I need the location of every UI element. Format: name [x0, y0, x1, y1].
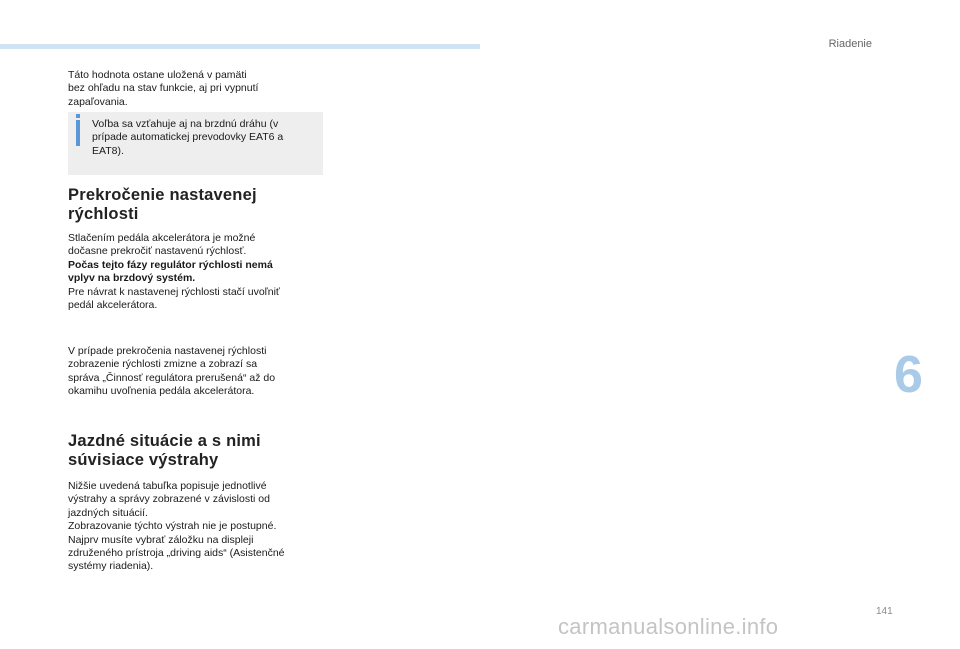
- section-heading-speed-exceed: Prekročenie nastavenej rýchlosti: [68, 186, 257, 223]
- speed-exceed-display-paragraph: V prípade prekročenia nastavenej rýchlosti zobrazenie rýchlosti zmizne a zobrazí sa správa „Činnosť regulátora prerušená“ až do okamihu uvoľnenia pedála akcelerátora.: [68, 345, 276, 398]
- info-note: [68, 112, 323, 175]
- section-heading-driving-situations: Jazdné situácie a s nimi súvisiace výstrahy: [68, 432, 261, 469]
- driving-situations-paragraph: Nižšie uvedená tabuľka popisuje jednotlivé výstrahy a správy zobrazené v závislosti od jazdných situácií. Zobrazovanie týchto výstrah nie je postupné. Najprv musíte vybrať záložku na displeji združeného prístroja „driving aids“ (Asistenčné systémy riadenia).: [68, 480, 285, 573]
- chapter-number: 6: [894, 346, 923, 404]
- header-accent-bar: [0, 44, 480, 49]
- section-name: Riadenie: [828, 38, 872, 50]
- intro-paragraph: Táto hodnota ostane uložená v pamäti bez ohľadu na stav funkcie, aj pri vypnutí zapaľovania.: [68, 69, 259, 108]
- info-note-text: Voľba sa vzťahuje aj na brzdnú dráhu (v prípade automatickej prevodovky EAT6 a EAT8).: [92, 118, 284, 157]
- watermark: carmanualsonline.info: [558, 614, 779, 639]
- info-icon: [76, 120, 80, 146]
- page-number: 141: [876, 606, 893, 617]
- speed-exceed-paragraph: Stlačením pedála akcelerátora je možné dočasne prekročiť nastavenú rýchlosť. Počas tejto fázy regulátor rýchlosti nemá vplyv na brzdový systém. Pre návrat k nastavenej rýchlosti stačí uvoľniť pedál akcelerátora.: [68, 232, 280, 312]
